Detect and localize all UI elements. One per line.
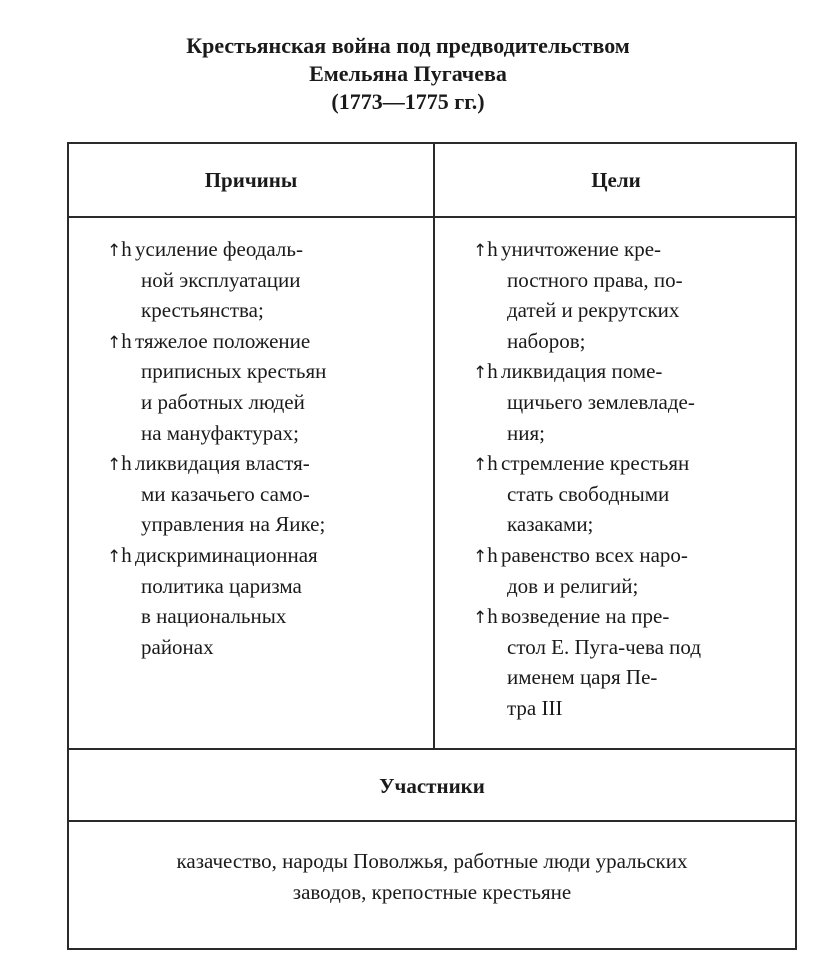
participants-divider-bottom <box>69 820 795 822</box>
bullet-marker: h <box>487 542 498 567</box>
participants-header: Участники <box>379 773 485 798</box>
up-arrow-icon: ↑h <box>107 237 132 261</box>
goal-item-line: казаками; <box>507 512 594 537</box>
title-line-2: Емельяна Пугачева <box>309 61 507 86</box>
goal-item-line: именем царя Пе- <box>507 665 658 690</box>
summary-table <box>67 142 797 950</box>
bullet-marker: h <box>121 542 132 567</box>
goal-item <box>471 234 791 356</box>
up-arrow-icon: ↑h <box>473 359 498 384</box>
column-divider <box>433 144 435 748</box>
participants-line-1: казачество, народы Поволжья, работные люди уральских <box>176 849 688 873</box>
cause-item-line: районах <box>141 634 214 659</box>
cause-item <box>105 448 425 540</box>
bullet-marker: h <box>487 451 498 476</box>
up-arrow-icon: ↑h <box>107 328 132 353</box>
cause-item-line: и работных людей <box>141 389 305 414</box>
cause-item-line: политика царизма <box>141 573 302 598</box>
up-arrow-icon: ↑h <box>473 237 498 261</box>
participants-line-2: заводов, крепостные крестьяне <box>292 880 572 904</box>
goal-item <box>471 448 791 540</box>
cause-item-line: приписных крестьян <box>141 359 327 384</box>
cause-item-line: в национальных <box>141 604 287 629</box>
goal-item-line: датей и рекрутских <box>507 298 680 323</box>
bullet-marker: h <box>487 237 498 261</box>
bullet-marker: h <box>487 604 498 629</box>
document-title <box>0 32 816 116</box>
cause-item-line: ной эксплуатации <box>141 267 301 292</box>
goal-item <box>471 356 791 448</box>
goal-item <box>471 601 791 723</box>
bullet-marker: h <box>121 451 132 476</box>
cause-item-line: крестьянства; <box>141 298 264 323</box>
up-arrow-icon: ↑h <box>473 451 498 476</box>
goals-list <box>471 234 791 724</box>
goal-item-line: возведение на пре- <box>501 604 670 629</box>
cause-item-line: тяжелое положение <box>135 328 311 353</box>
goal-item-line: стол Е. Пуга-чева под <box>507 634 702 659</box>
cause-item <box>105 540 425 662</box>
goal-item-line: наборов; <box>507 328 586 353</box>
participants-text <box>69 846 795 908</box>
cause-item <box>105 326 425 448</box>
cause-item <box>105 234 425 326</box>
causes-header: Причины <box>204 167 298 192</box>
bullet-marker: h <box>121 237 132 261</box>
goal-item-line: ния; <box>507 420 545 445</box>
bullet-marker: h <box>121 328 132 353</box>
goal-item-line: дов и религий; <box>507 573 639 598</box>
cause-item-line: усиление феодаль- <box>135 237 303 261</box>
up-arrow-icon: ↑h <box>473 542 498 567</box>
goal-item-line: ликвидация поме- <box>501 359 663 384</box>
header-divider <box>69 216 795 218</box>
goals-header: Цели <box>591 167 641 192</box>
up-arrow-icon: ↑h <box>107 451 132 476</box>
title-line-3: (1773—1775 гг.) <box>331 89 485 114</box>
title-line-1: Крестьянская война под предводительством <box>186 33 630 58</box>
goal-item-line: уничтожение кре- <box>501 237 662 261</box>
bullet-marker: h <box>487 359 498 384</box>
goal-item-line: постного права, по- <box>507 267 683 292</box>
cause-item-line: управления на Яике; <box>141 512 326 537</box>
goal-item-line: равенство всех наро- <box>501 542 688 567</box>
causes-list <box>105 234 425 662</box>
goal-item-line: стать свободными <box>507 481 670 506</box>
goal-item-line: тра III <box>507 695 563 720</box>
cause-item-line: на мануфактурах; <box>141 420 299 445</box>
up-arrow-icon: ↑h <box>107 542 132 567</box>
cause-item-line: ми казачьего само- <box>141 481 310 506</box>
goal-item <box>471 540 791 601</box>
goal-item-line: щичьего землевладе- <box>507 389 695 414</box>
goal-item-line: стремление крестьян <box>501 451 690 476</box>
cause-item-line: ликвидация властя- <box>135 451 310 476</box>
cause-item-line: дискриминационная <box>135 542 318 567</box>
up-arrow-icon: ↑h <box>473 604 498 629</box>
